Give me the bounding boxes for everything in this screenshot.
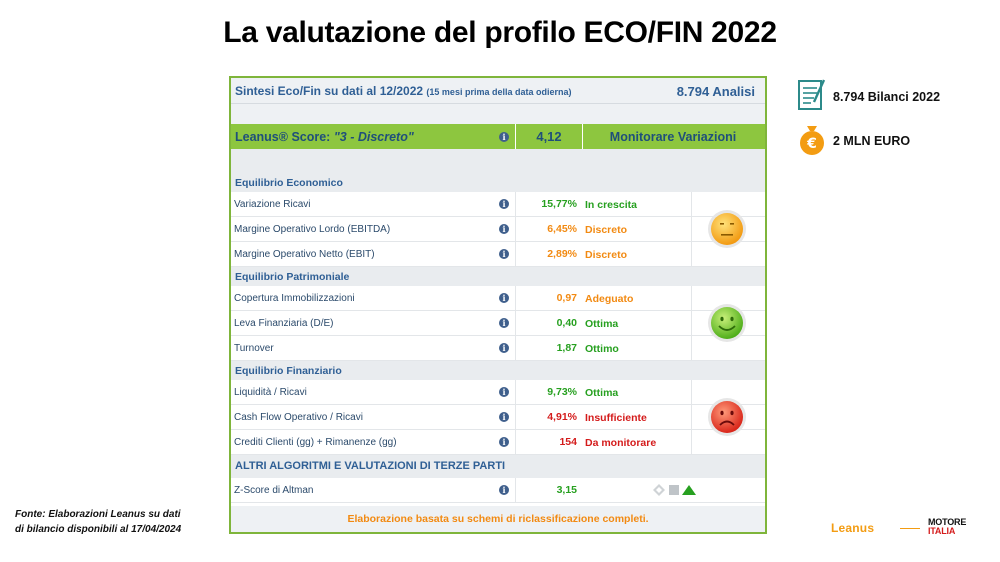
info-icon[interactable]: i <box>499 224 509 234</box>
table-row <box>231 311 765 336</box>
summary-title <box>235 84 571 98</box>
triangle-up-icon <box>682 485 696 495</box>
metric-name: Z-Score di Altman <box>234 485 314 496</box>
metric-value: 2,89% <box>515 242 581 267</box>
metric-name: Margine Operativo Lordo (EBITDA) <box>234 224 391 235</box>
happy-face-icon <box>707 303 747 343</box>
table-row <box>231 478 765 503</box>
eco-fin-panel <box>229 76 767 534</box>
metric-name: Liquidità / Ricavi <box>234 387 307 398</box>
analysis-count: 8.794 Analisi <box>676 84 755 99</box>
info-icon[interactable]: i <box>499 293 509 303</box>
table-row <box>231 242 765 267</box>
summary-header <box>231 78 765 104</box>
bilanci-info <box>797 78 941 117</box>
italia-text: ITALIA <box>928 526 956 536</box>
metric-status: Adeguato <box>585 293 634 305</box>
euro-info <box>797 122 911 161</box>
metric-value: 0,40 <box>515 311 581 336</box>
zscore-indicator-icons <box>653 484 697 496</box>
source-note <box>15 507 181 537</box>
metric-value: 1,87 <box>515 336 581 361</box>
euro-symbol: € <box>807 136 817 152</box>
euro-text: 2 MLN EURO <box>833 134 911 148</box>
summary-note: (15 mesi prima della data odierna) <box>426 87 572 97</box>
summary-text: Sintesi Eco/Fin su dati al 12/2022 <box>235 84 424 98</box>
score-value: 4,12 <box>515 124 583 149</box>
leanus-score-row <box>231 124 765 149</box>
section-title: Equilibrio Patrimoniale <box>235 271 350 283</box>
table-row <box>231 286 765 311</box>
section-title: Equilibrio Economico <box>235 177 343 189</box>
metric-status: In crescita <box>585 199 637 211</box>
brand-divider <box>900 528 920 529</box>
metric-name: Cash Flow Operativo / Ricavi <box>234 412 363 423</box>
bilanci-text: 8.794 Bilanci 2022 <box>833 90 941 104</box>
section-economico <box>231 173 765 192</box>
table-row <box>231 192 765 217</box>
column-divider <box>691 286 692 361</box>
metric-value: 15,77% <box>515 192 581 217</box>
metric-name: Margine Operativo Netto (EBIT) <box>234 249 375 260</box>
leanus-logo: Leanus <box>831 521 875 535</box>
motore-text: MOTORE <box>928 517 967 527</box>
section-finanziario <box>231 361 765 380</box>
column-divider <box>691 380 692 455</box>
footer-note: Elaborazione basata su schemi di riclassificazione completi. <box>231 506 765 532</box>
score-rating: "3 - Discreto" <box>333 130 414 144</box>
info-icon[interactable]: i <box>499 485 509 495</box>
info-icon[interactable]: i <box>499 199 509 209</box>
section-title: ALTRI ALGORITMI E VALUTAZIONI DI TERZE PARTI <box>235 460 506 472</box>
motore-italia-logo <box>928 518 966 536</box>
table-row <box>231 380 765 405</box>
document-icon <box>797 78 827 112</box>
metric-value: 4,91% <box>515 405 581 430</box>
metric-name: Leva Finanziaria (D/E) <box>234 318 334 329</box>
source-line-2: di bilancio disponibili al 17/04/2024 <box>15 524 182 535</box>
info-icon[interactable]: i <box>499 249 509 259</box>
table-row <box>231 430 765 455</box>
source-line-1: Fonte: Elaborazioni Leanus su dati <box>15 509 181 520</box>
metric-status: Ottima <box>585 318 619 330</box>
neutral-face-icon <box>707 209 747 249</box>
metric-value: 9,73% <box>515 380 581 405</box>
table-row <box>231 405 765 430</box>
metric-name: Variazione Ricavi <box>234 199 311 210</box>
metric-name: Copertura Immobilizzazioni <box>234 293 355 304</box>
metric-status: Ottimo <box>585 343 619 355</box>
info-icon[interactable]: i <box>499 437 509 447</box>
spacer-row <box>231 149 765 173</box>
info-icon[interactable]: i <box>499 343 509 353</box>
info-icon[interactable]: i <box>499 412 509 422</box>
section-patrimoniale <box>231 267 765 286</box>
column-divider <box>691 192 692 267</box>
metric-status: Ottima <box>585 387 619 399</box>
metric-name: Crediti Clienti (gg) + Rimanenze (gg) <box>234 437 397 448</box>
table-row <box>231 217 765 242</box>
info-icon[interactable]: i <box>499 132 509 142</box>
metric-value: 6,45% <box>515 217 581 242</box>
section-title: Equilibrio Finanziario <box>235 365 342 377</box>
metric-name: Turnover <box>234 343 274 354</box>
metric-value: 3,15 <box>515 478 581 503</box>
score-message: Monitorare Variazioni <box>609 130 737 144</box>
score-label <box>235 130 414 144</box>
sad-face-icon <box>707 397 747 437</box>
section-altri <box>231 455 765 478</box>
metric-value: 0,97 <box>515 286 581 311</box>
metric-status: Discreto <box>585 224 628 236</box>
table-row <box>231 336 765 361</box>
money-bag-icon <box>797 122 827 156</box>
spacer-row <box>231 104 765 124</box>
info-icon[interactable]: i <box>499 387 509 397</box>
info-icon[interactable]: i <box>499 318 509 328</box>
square-icon <box>669 485 679 495</box>
metric-status: Insufficiente <box>585 412 647 424</box>
page-title: La valutazione del profilo ECO/FIN 2022 <box>223 16 777 49</box>
metric-value: 154 <box>515 430 581 455</box>
metric-status: Discreto <box>585 249 628 261</box>
score-label-text: Leanus® Score: <box>235 130 331 144</box>
metric-status: Da monitorare <box>585 437 657 449</box>
